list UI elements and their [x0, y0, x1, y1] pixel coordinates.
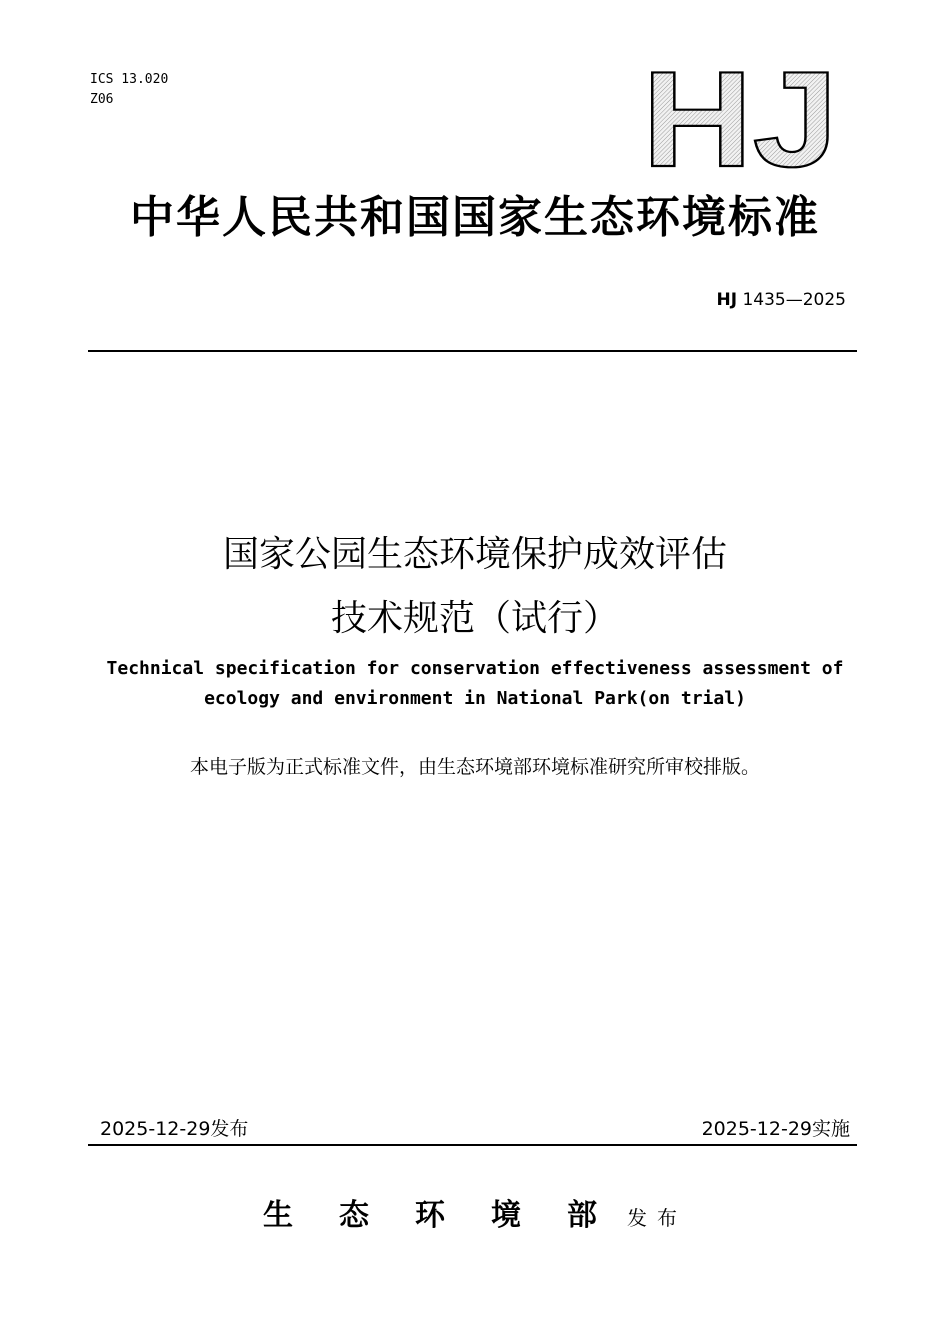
title-en-line2: ecology and environment in National Park(on trial) — [204, 688, 746, 709]
publisher — [0, 1190, 950, 1234]
standard-number — [717, 290, 847, 310]
org-title: 中华人民共和国国家生态环境标准 — [130, 192, 820, 243]
classification-block — [90, 70, 168, 110]
issue-date: 2025-12-29发布 — [100, 1118, 249, 1140]
category-code: Z06 — [90, 92, 114, 107]
footer-divider — [88, 1144, 857, 1146]
hj-logo — [640, 66, 840, 170]
standard-number-value: 1435—2025 — [742, 290, 846, 310]
standard-prefix: HJ — [716, 290, 738, 310]
title-en-line1: Technical specification for conservation effectiveness assessment of — [106, 658, 844, 679]
ics-code: ICS 13.020 — [90, 72, 169, 87]
header-divider — [88, 350, 857, 352]
hj-logo-text: HJ — [642, 66, 838, 170]
publisher-name: 生态环境部 — [263, 1198, 643, 1233]
publisher-suffix: 发布 — [627, 1206, 687, 1230]
edition-note: 本电子版为正式标准文件，由生态环境部环境标准研究所审校排版。 — [189, 756, 760, 778]
title-cn-line1: 国家公园生态环境保护成效评估 — [222, 534, 727, 575]
effective-date: 2025-12-29实施 — [701, 1118, 850, 1140]
title-cn-line2: 技术规范（试行） — [330, 598, 619, 639]
